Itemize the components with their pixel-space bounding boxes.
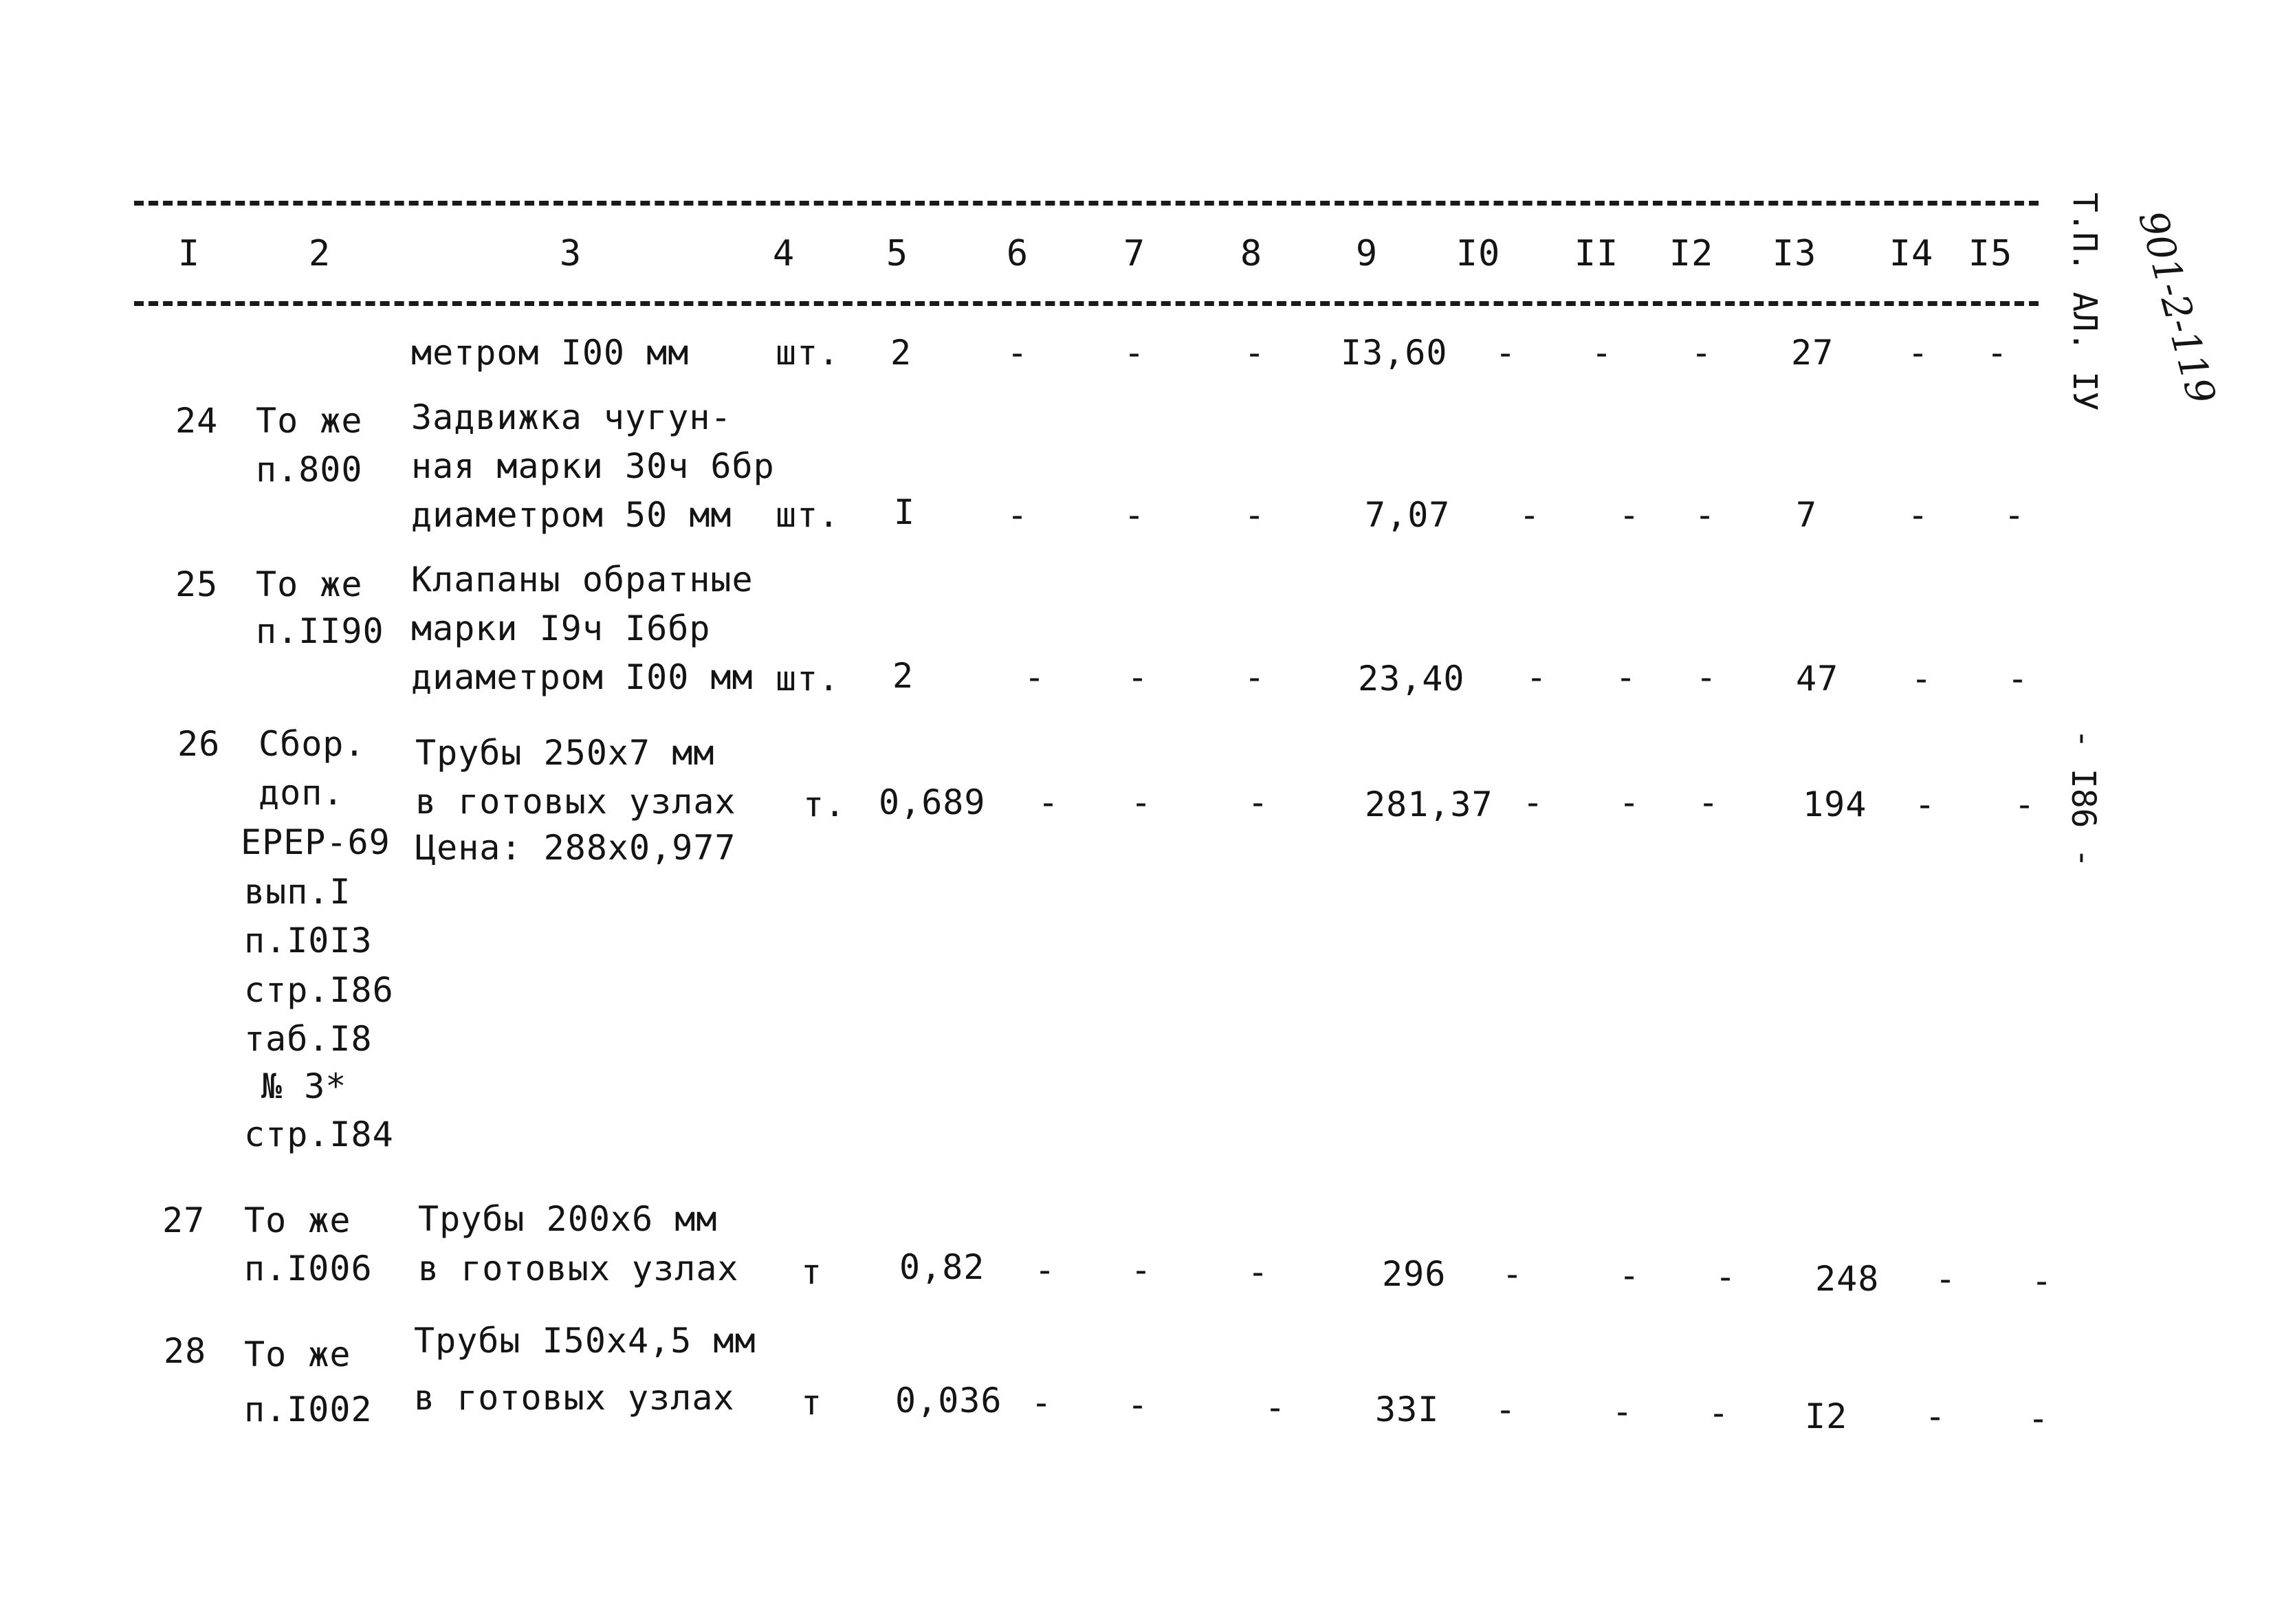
reference-line: стр.I86 [244,970,394,1010]
reference-line: таб.I8 [244,1019,373,1059]
reference-line: ЕРЕР-69 [241,822,391,862]
column-header-2: 2 [308,233,331,274]
reference-line: № 3* [261,1066,347,1106]
reference-line: То же [256,401,363,441]
column-header-10: I0 [1456,233,1501,274]
column-header-1: I [177,233,201,274]
column-header-14: I4 [1889,233,1934,274]
col8-cell: - [1244,333,1266,373]
item-name-line: Цена: 288х0,977 [415,828,736,868]
unit-cell: т [801,1383,823,1423]
col8-cell: - [1244,495,1266,535]
col6-cell: - [1037,782,1059,822]
quantity-cell: 0,689 [879,782,986,822]
item-name-line: диаметром 50 мм [411,495,732,535]
quantity-cell: 2 [892,656,914,696]
reference-line: п.I0I3 [244,921,373,961]
total-cell: 248 [1815,1259,1880,1299]
col11-cell: - [1618,782,1640,822]
header-top-rule [134,201,2039,206]
side-document-label: Т.П. АЛ. IУ [2065,193,2104,411]
col14-cell: - [1924,1396,1946,1436]
col7-cell: - [1127,657,1149,697]
item-name-line: Трубы 200х6 мм [418,1199,718,1239]
unit-cell: шт. [776,495,840,535]
reference-line: п.I006 [244,1249,373,1288]
row-number: 26 [177,724,221,764]
price-cell: 7,07 [1365,495,1451,535]
quantity-cell: 0,036 [895,1381,1002,1420]
col8-cell: - [1244,657,1266,697]
item-name-line: Клапаны обратные [411,560,754,600]
reference-line: п.I002 [244,1390,373,1429]
reference-line: То же [244,1335,351,1374]
row-number: 28 [164,1331,207,1371]
quantity-cell: I [894,492,916,532]
col15-cell: - [1986,333,2008,373]
col7-cell: - [1130,782,1152,822]
item-name-line: диаметром I00 мм [411,657,754,697]
item-name-line: Трубы 250х7 мм [415,733,715,773]
column-header-3: 3 [559,233,582,274]
quantity-cell: 0,82 [899,1247,985,1287]
col6-cell: - [1007,333,1029,373]
unit-cell: т [801,1252,823,1292]
col10-cell: - [1502,1254,1524,1294]
column-header-12: I2 [1669,233,1714,274]
item-name-line: марки I9ч I6бр [411,608,711,648]
col15-cell: - [2003,495,2025,535]
reference-line: То же [256,564,363,604]
column-header-13: I3 [1772,233,1817,274]
col14-cell: - [1911,659,1933,699]
col10-cell: - [1526,657,1548,697]
reference-line: вып.I [244,872,351,912]
col12-cell: - [1694,495,1716,535]
col8-cell: - [1247,782,1269,822]
col10-cell: - [1495,1390,1517,1429]
col6-cell: - [1024,657,1046,697]
row-number: 25 [175,564,219,604]
row-number: 27 [162,1200,206,1240]
reference-line: п.II90 [256,611,384,651]
unit-cell: шт. [776,659,840,699]
col14-cell: - [1907,495,1929,535]
column-header-8: 8 [1240,233,1263,274]
col12-cell: - [1695,657,1717,697]
item-name-line: в готовых узлах [414,1378,735,1418]
column-header-5: 5 [886,233,909,274]
col10-cell: - [1522,782,1544,822]
row-number: 24 [175,401,219,441]
col10-cell: - [1519,495,1541,535]
col7-cell: - [1130,1250,1152,1290]
price-cell: 296 [1382,1254,1447,1294]
total-cell: 47 [1796,659,1839,699]
reference-line: Сбор. [259,724,366,764]
item-name-line: метром I00 мм [411,333,690,373]
col10-cell: - [1495,333,1517,373]
item-name-line: ная марки 30ч 6бр [411,446,775,486]
quantity-cell: 2 [890,333,912,373]
item-name-line: Задвижка чугун- [411,397,732,437]
col6-cell: - [1034,1250,1056,1290]
col11-cell: - [1591,333,1613,373]
handwritten-project-number: 901-2-119 [2129,206,2224,409]
col15-cell: - [2014,784,2036,824]
price-cell: I3,60 [1341,333,1448,373]
col6-cell: - [1031,1383,1053,1423]
col15-cell: - [2031,1261,2053,1301]
column-header-7: 7 [1123,233,1146,274]
col15-cell: - [2028,1398,2050,1438]
col11-cell: - [1618,495,1640,535]
unit-cell: шт. [776,333,840,373]
page-number: - I86 - [2064,729,2102,868]
item-name-line: в готовых узлах [418,1249,739,1288]
price-cell: 23,40 [1358,659,1465,699]
col11-cell: - [1612,1392,1634,1431]
col7-cell: - [1123,333,1145,373]
header-bottom-rule [134,301,2039,306]
item-name-line: Трубы I50х4,5 мм [414,1321,756,1361]
col11-cell: - [1615,657,1637,697]
price-cell: 33I [1375,1390,1440,1429]
total-cell: 194 [1803,784,1867,824]
col6-cell: - [1007,495,1029,535]
col11-cell: - [1618,1255,1640,1295]
col8-cell: - [1264,1387,1286,1427]
col8-cell: - [1247,1252,1269,1292]
total-cell: 7 [1796,495,1818,535]
item-name-line: в готовых узлах [415,782,736,822]
col15-cell: - [2007,659,2029,699]
col14-cell: - [1935,1259,1957,1299]
price-cell: 281,37 [1365,784,1493,824]
column-header-4: 4 [772,233,795,274]
total-cell: 27 [1791,333,1834,373]
reference-line: доп. [259,773,344,813]
col7-cell: - [1127,1385,1149,1425]
col12-cell: - [1691,333,1713,373]
reference-line: То же [244,1200,351,1240]
reference-line: п.800 [256,450,363,490]
unit-cell: т. [803,784,846,824]
col14-cell: - [1914,784,1936,824]
col12-cell: - [1698,782,1720,822]
column-header-11: II [1574,233,1619,274]
total-cell: I2 [1805,1396,1848,1436]
column-header-9: 9 [1355,233,1379,274]
reference-line: стр.I84 [244,1115,394,1154]
col14-cell: - [1907,333,1929,373]
column-header-6: 6 [1006,233,1029,274]
col12-cell: - [1715,1257,1737,1297]
col12-cell: - [1708,1393,1730,1433]
col7-cell: - [1123,495,1145,535]
column-header-15: I5 [1968,233,2013,274]
